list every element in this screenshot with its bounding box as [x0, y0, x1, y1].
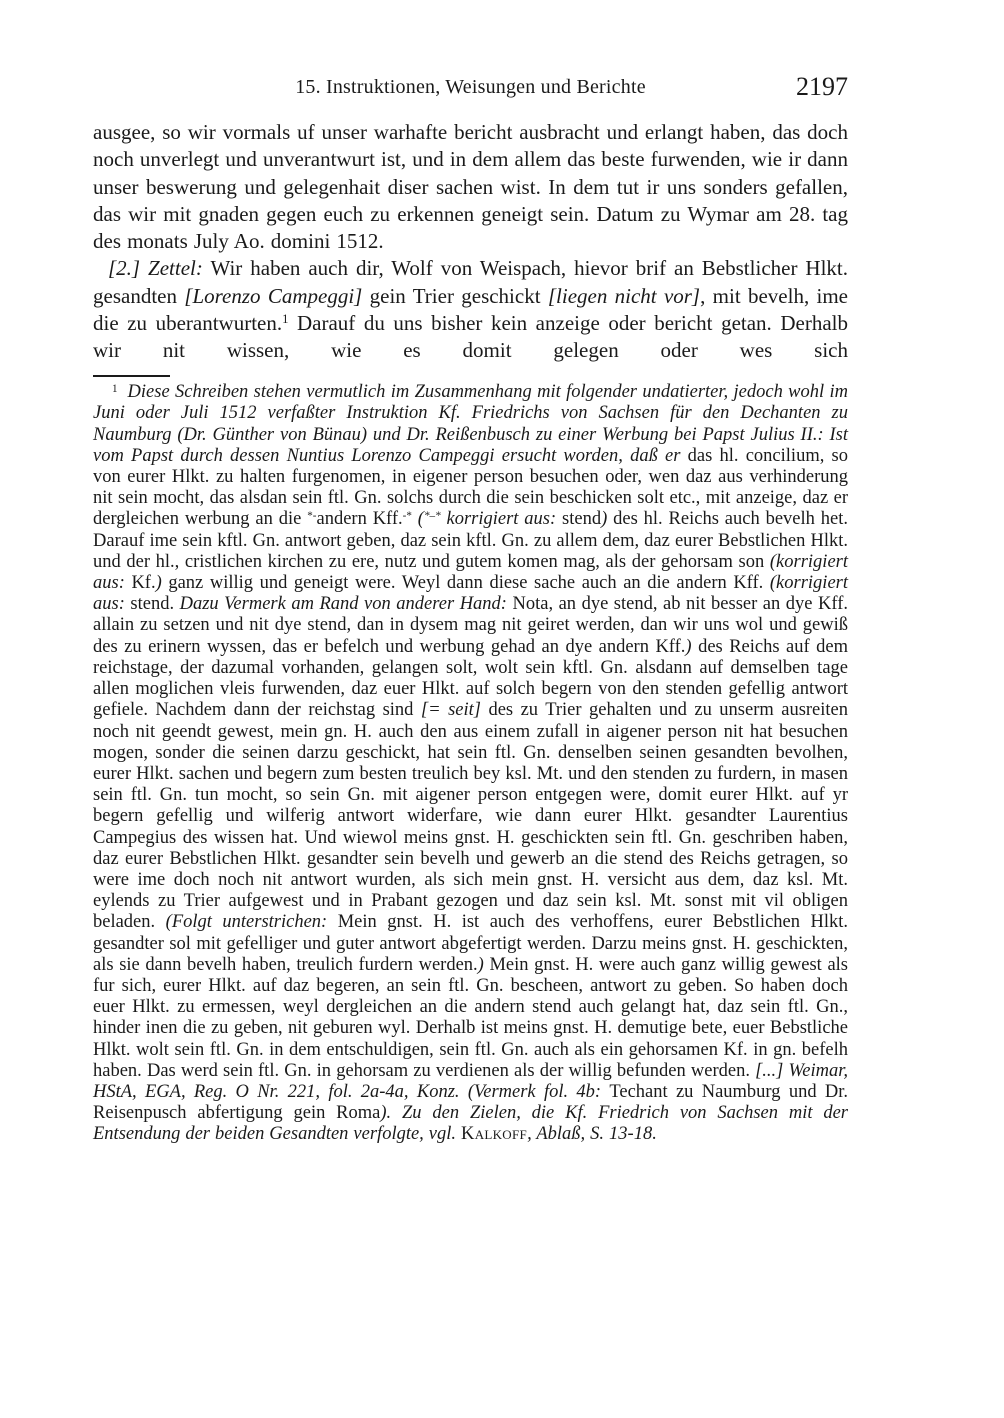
section-title: 15. Instruktionen, Weisungen und Berichte — [295, 76, 646, 98]
footnote-marker: 1 — [112, 382, 118, 395]
footnote-separator-rule — [93, 375, 170, 377]
running-header — [93, 74, 848, 100]
footnote-content: Diese Schreiben stehen vermutlich im Zusammenhang mit folgender undatierter, jedoch wohl im Juni oder Juli 1512 verfaßter Instruktion Kf. Friedrichs von Sachsen für den Dechanten zu Naumburg (Dr. Günther von Bünau) und Dr. Reißenbusch zu einer Werbung bei Papst Julius II.: Ist vom Papst durch dessen Nuntius Lorenzo Campeggi ersucht worden, daß er das hl. concilium, so von eurer Hlkt. zu halten furgenomen, in eigener person besuchen oder, wen daz aus verhinderung nit sein mocht, das alsdan sein ftl. Gn. solchs durch die sein beschicken solt etc., mit anzeige, daz er dergleichen werbung an die *-andern Kff.-* (*–* korrigiert aus: stend) des hl. Reichs auch bevelh het. Darauf ime sein kftl. Gn. antwort geben, daz sein kftl. Gn. zu allem dem, daz eurer Bebstlichen Hlkt. und der hl., cristlichen kirchen zu ere, nutz und gutem komen mag, als der gehorsam son (korrigiert aus: Kf.) ganz willig und geneigt were. Weyl dann diese sache auch an die andern Kff. (korrigiert aus: stend. Dazu Vermerk am Rand von anderer Hand: Nota, an dye stend, ab nit besser an dye Kff. allain zu setzen und nit dye stend, dan in dysem mag nit geiret werden, dan wir uns wol und gewiß des zu erinern wyssen, das er befelch und werbung gehad an dye andern Kff.) des Reichs auf dem reichstage, der dazumal vorhanden, gelangen solt, wolt sein kftl. Gn. alsdann auf demselben tage allen moglichen vleis furwenden, daz euer Hlkt. auf solch begern von den stenden gefellig antwort gefiele. Nachdem dann der reichstag sind [= seit] des zu Trier gehalten und zu unserm ausreiten noch nit geendt gewest, mein gn. H. auch den aus einem zufall in aigener person nit hat besuchen mogen, sonder die seinen darzu geschickt, hat sein ftl. Gn. denselben seinen gesandten bevolhen, eurer Hlkt. sachen und begern zum besten treulich bey ksl. Mt. und den stenden zu furdern, in masen sein ftl. Gn. tun mocht, so sein Gn. mit aigener person entgegen were, domit eurer Hlkt. auf yr begern gefellig und wilferig antwort widerfare, wie dann eurer Hlkt. gesandter Laurentius Campegius des wissen hat. Und wiewol meins gnst. H. geschickten sein ftl. Gn. geschriben haben, daz eurer Bebstlichen Hlkt. gesandter sein bevelh und gewerb an die stend des Reichs getragen, so were ime doch noch nit antwort wurden, als sich mein gnst. H. versicht aus dem, daz ksl. Mt. eylends zu Trier aufgewest und in Prabant gezogen und daz sein ksl. Mt. sonst mit vil obligen beladen. (Folgt unterstrichen: Mein gnst. H. ist auch des verhoffens, eurer Bebstlichen Hlkt. gesandter sol mit gefelliger und guter antwort abgefertigt werden. Darzu meins gnst. H. geschickten, als sie dann bevelh haben, treulich furdern werden.) Mein gnst. H. were auch ganz willig gewest als fur sich, eurer Hlkt. auf daz begeren, an sein ftl. Gn. bescheen, antwort zu geben. So haben doch euer Hlkt. zu ermessen, weyl dergleichen an die andern stend auch gelangt hat, daz sein ftl. Gn., hinder inen die zu geben, nit geburen wyl. Derhalb ist meins gnst. H. demutige bete, euer Bebstliche Hlkt. wolt sein ftl. Gn. in dem entschuldigen, sein ftl. Gn. auch als ein gehorsamen Kf. in gn. befelh haben. Das werd sein ftl. Gn. in gehorsam zu verdienen als der willig befunden werden. [...] Weimar, HStA, EGA, Reg. O Nr. 221, fol. 2a-4a, Konz. (Vermerk fol. 4b: Techant zu Naumburg und Dr. Reisenpusch abfertigung gein Roma). Zu den Zielen, die Kf. Friedrich von Sachsen mit der Entsendung der beiden Gesandten verfolgte, vgl. Kalkoff, Ablaß, S. 13-18. — [93, 382, 849, 1145]
body-paragraph-continuation: ausgee, so wir vormals uf unser warhafte bericht ausbracht und erlangt haben, das doch noch unverlegt und unverantwurt ist, und in dem allem das beste furwenden, wie ir dann unser beswerung und gelegenhait diser sachen wist. In dem tut ir uns sonders gefallen, das wir mit gnaden gegen euch zu erkennen geneigt sein. Datum zu Wymar am 28. tag des monats July Ao. domini 1512. — [93, 120, 848, 253]
page-number: 2197 — [796, 72, 848, 101]
body-paragraph-zettel: [2.] Zettel: Wir haben auch dir, Wolf von Weispach, hievor brif an Bebstlicher Hlkt. gesandten [Lorenzo Campeggi] gein Trier geschickt [liegen nicht vor], mit bevelh, ime die zu uberantwurten.$^1$ Darauf du uns bisher kein anzeige oder bericht getan. Derhalb wir nit wissen, wie es domit gelegen oder wes sich — [93, 256, 848, 362]
footnote-text — [93, 382, 848, 1145]
footnote-block — [93, 375, 848, 1145]
main-text-block — [93, 119, 848, 364]
